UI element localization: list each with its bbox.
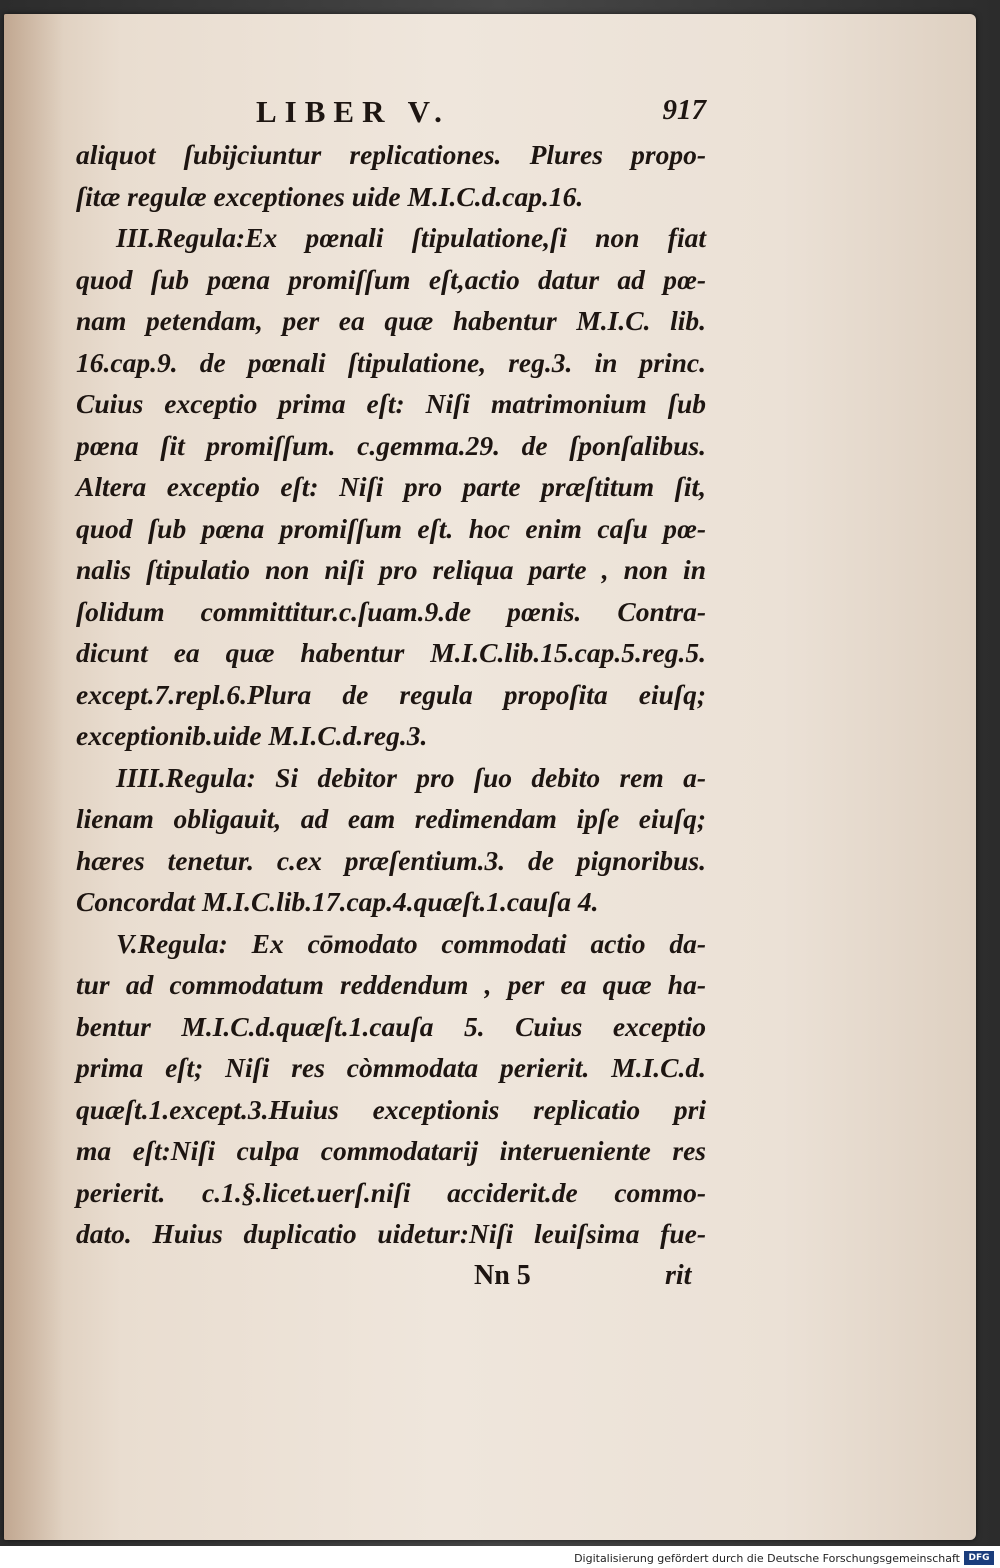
text-line: tur ad commodatum reddendum , per ea quæ ha-	[76, 969, 706, 1000]
text-line: hæres tenetur. c.ex præſentium.3. de pignoribus.	[76, 844, 706, 876]
catchword: rit	[665, 1260, 692, 1291]
text-line: nalis ſtipulatio non niſi pro reliqua parte , non in	[76, 554, 706, 585]
text-line: except.7.repl.6.Plura de regula propoſita eiuſq;	[76, 678, 706, 710]
text-line: ma eſt:Niſi culpa commodatarij interueniente res	[76, 1135, 706, 1166]
dfg-logo-icon: DFG	[964, 1551, 994, 1565]
text-line: dato. Huius duplicatio uidetur:Niſi leuiſsima fue-	[76, 1218, 706, 1249]
text-line: perierit. c.1.§.licet.uerſ.niſi acciderit.de commo-	[76, 1176, 706, 1208]
text-line: pœna ſit promiſſum. c.gemma.29. de ſponſalibus.	[76, 429, 706, 461]
body-text	[76, 134, 706, 1255]
text-line: aliquot ſubijciuntur replicationes. Plures propo-	[76, 139, 706, 170]
text-line: nam petendam, per ea quæ habentur M.I.C. lib.	[76, 305, 706, 336]
page-header	[76, 94, 706, 134]
text-line: lienam obligauit, ad eam redimendam ipſe eiuſq;	[76, 803, 706, 834]
text-line: V.Regula: Ex cōmodato commodati actio da-	[116, 927, 706, 959]
text-line: bentur M.I.C.d.quæſt.1.cauſa 5. Cuius exceptio	[76, 1010, 706, 1042]
text-line: ſitæ regulæ exceptiones uide M.I.C.d.cap.16.	[76, 180, 584, 212]
text-line: quæſt.1.except.3.Huius exceptionis replicatio pri	[76, 1093, 706, 1125]
signature-mark: Nn 5	[474, 1260, 531, 1291]
funding-notice: Digitalisierung gefördert durch die Deutsche Forschungsgemeinschaft	[574, 1552, 960, 1565]
text-line: Altera exceptio eſt: Niſi pro parte præſtitum ſit,	[76, 471, 706, 502]
text-line: quod ſub pœna promiſſum eſt. hoc enim caſu pœ-	[76, 512, 706, 544]
text-line: prima eſt; Niſi res còmmodata perierit. M.I.C.d.	[76, 1052, 706, 1083]
text-line: exceptionib.uide M.I.C.d.reg.3.	[76, 720, 428, 751]
text-line: IIII.Regula: Si debitor pro ſuo debito rem a-	[116, 761, 706, 793]
text-line: Concordat M.I.C.lib.17.cap.4.quæſt.1.cauſa 4.	[76, 886, 599, 917]
text-line: 16.cap.9. de pœnali ſtipulatione, reg.3. in princ.	[76, 346, 706, 378]
page-number: 917	[662, 94, 706, 126]
text-line: dicunt ea quæ habentur M.I.C.lib.15.cap.5.reg.5.	[76, 637, 706, 668]
text-line: ſolidum committitur.c.ſuam.9.de pœnis. Contra-	[76, 595, 706, 627]
text-line: quod ſub pœna promiſſum eſt,actio datur ad pœ-	[76, 263, 706, 295]
text-line: Cuius exceptio prima eſt: Niſi matrimonium ſub	[76, 388, 706, 419]
text-line: III.Regula:Ex pœnali ſtipulatione,ſi non fiat	[116, 222, 706, 253]
running-head: LIBER V.	[256, 94, 450, 129]
footer-bar	[0, 1546, 1000, 1568]
